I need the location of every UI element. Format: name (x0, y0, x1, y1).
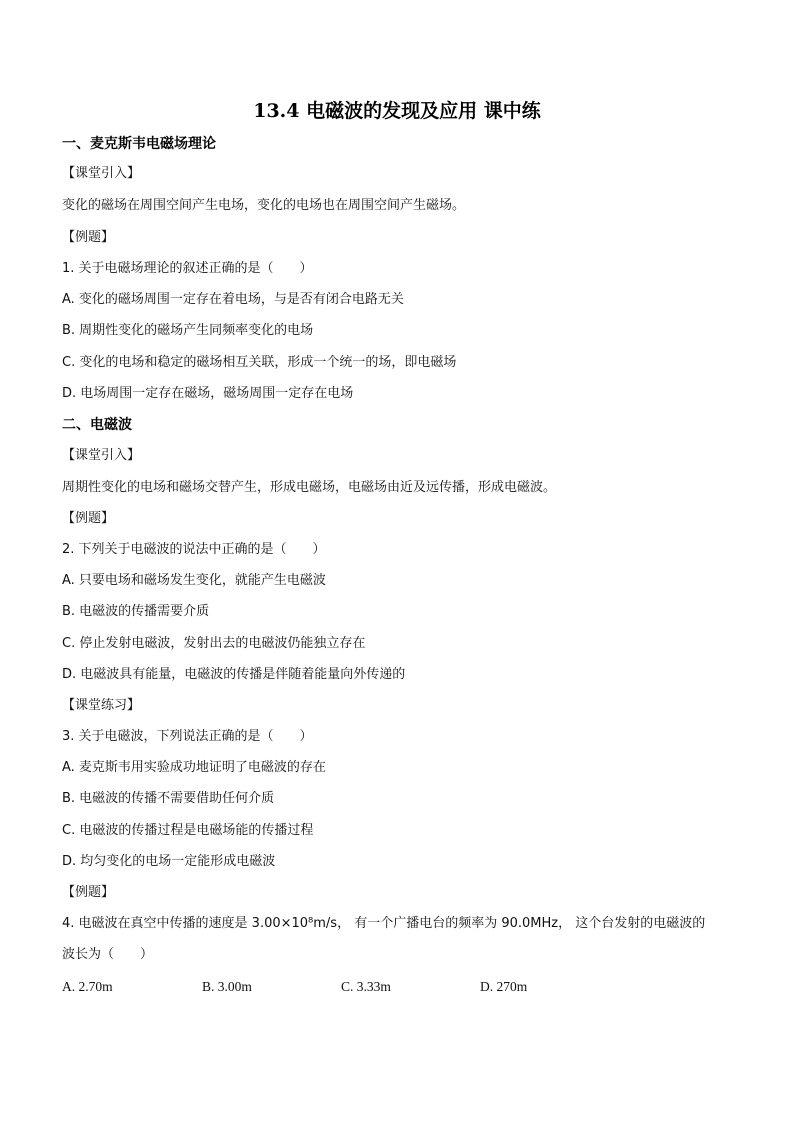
intro-label: 【课堂引入】 (62, 166, 141, 181)
question-4-option-b: B. 3.00m (202, 979, 252, 994)
example-label: 【例题】 (62, 230, 115, 245)
page-title: 13.4 电磁波的发现及应用 课中练 (253, 100, 541, 122)
question-3-option-a: A. 麦克斯韦用实验成功地证明了电磁波的存在 (62, 760, 326, 775)
intro-text: 变化的磁场在周围空间产生电场，变化的电场也在周围空间产生磁场。 (62, 198, 466, 213)
question-1-option-b: B. 周期性变化的磁场产生同频率变化的电场 (62, 323, 314, 338)
intro-label: 【课堂引入】 (62, 448, 141, 463)
question-4-options (62, 977, 742, 997)
question-4-option-a: A. 2.70m (62, 979, 113, 994)
question-4-option-c: C. 3.33m (341, 979, 391, 994)
question-2-option-d: D. 电磁波具有能量，电磁波的传播是伴随着能量向外传递的 (62, 667, 406, 682)
question-4-stem-line1: 4. 电磁波在真空中传播的速度是 3.00×10⁸m/s， 有一个广播电台的频率为 90.0MHz， 这个台发射的电磁波的 (62, 916, 706, 931)
question-2-option-b: B. 电磁波的传播需要介质 (62, 604, 210, 619)
question-3-stem: 3. 关于电磁波，下列说法正确的是（ ） (62, 729, 313, 744)
question-2-stem: 2. 下列关于电磁波的说法中正确的是（ ） (62, 542, 326, 557)
example-label: 【例题】 (62, 511, 115, 526)
question-1-stem: 1. 关于电磁场理论的叙述正确的是（ ） (62, 261, 313, 276)
example-label: 【例题】 (62, 885, 115, 900)
question-3-option-b: B. 电磁波的传播不需要借助任何介质 (62, 791, 275, 806)
question-3-option-c: C. 电磁波的传播过程是电磁场能的传播过程 (62, 823, 314, 838)
question-1-option-d: D. 电场周围一定存在磁场，磁场周围一定存在电场 (62, 386, 354, 401)
section-heading-em-wave: 二、电磁波 (62, 417, 132, 433)
question-3-option-d: D. 均匀变化的电场一定能形成电磁波 (62, 854, 276, 869)
intro-text: 周期性变化的电场和磁场交替产生，形成电磁场，电磁场由近及远传播，形成电磁波。 (62, 480, 557, 495)
question-2-option-a: A. 只要电场和磁场发生变化，就能产生电磁波 (62, 573, 326, 588)
practice-label: 【课堂练习】 (62, 698, 141, 713)
question-4-stem-line2: 波长为（ ） (62, 947, 154, 962)
question-1-option-a: A. 变化的磁场周围一定存在着电场，与是否有闭合电路无关 (62, 292, 404, 307)
question-2-option-c: C. 停止发射电磁波，发射出去的电磁波仍能独立存在 (62, 636, 366, 651)
section-heading-maxwell: 一、麦克斯韦电磁场理论 (62, 136, 216, 152)
question-1-option-c: C. 变化的电场和稳定的磁场相互关联，形成一个统一的场，即电磁场 (62, 355, 457, 370)
question-4-option-d: D. 270m (480, 979, 528, 994)
